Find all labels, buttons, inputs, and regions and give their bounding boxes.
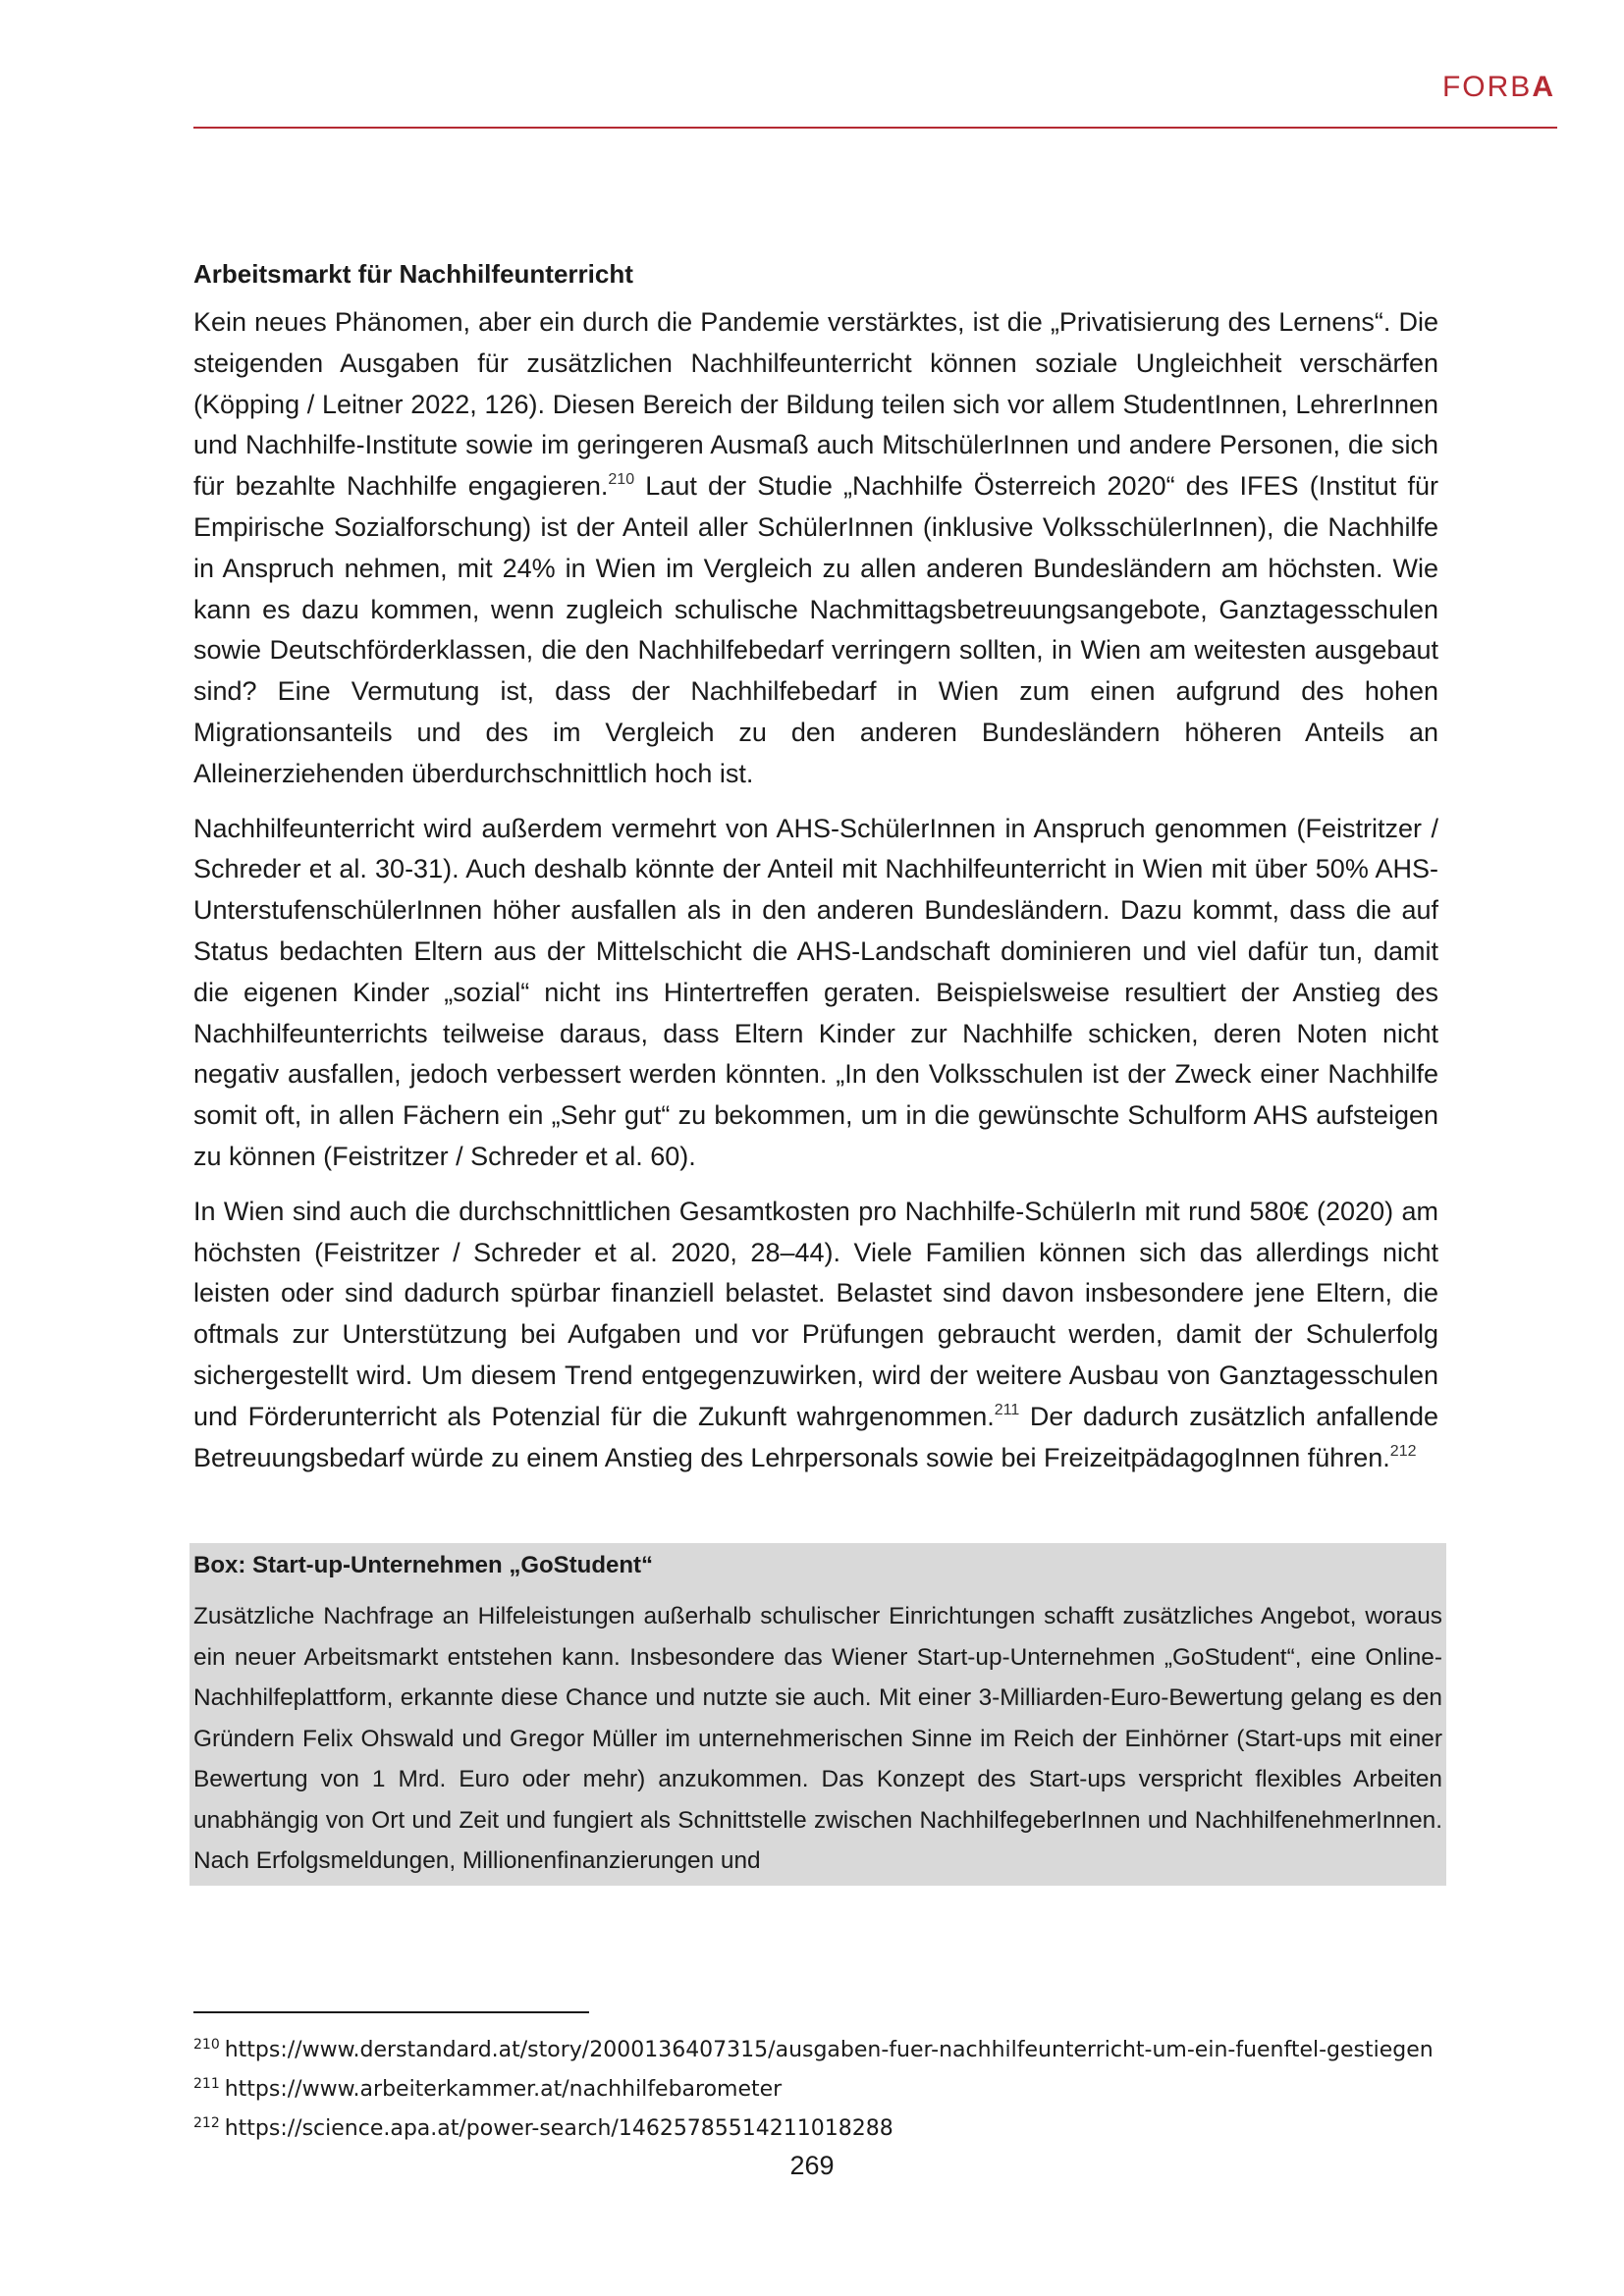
paragraph-3-part-2: Der dadurch zusätzlich anfallende Betreuungsbedarf würde zu einem Anstieg des Lehrpersonals sowie bei FreizeitpädagogInnen führen. [193,1401,1438,1472]
footnote-link[interactable]: https://www.derstandard.at/story/2000136407315/ausgaben-fuer-nachhilfeunterricht-um-ein-fuenftel-gestiegen [224,2038,1434,2062]
box-text: Zusätzliche Nachfrage an Hilfeleistungen außerhalb schulischer Einrichtungen schafft zusätzliches Angebot, woraus ein neuer Arbeitsmarkt entstehen kann. Insbesondere das Wiener Start-up-Unternehmen „GoStudent“, eine Online-Nachhilfeplattform, erkannte diese Chance und nutzte sie auch. Mit einer 3-Milliarden-Euro-Bewertung gelang es den Gründern Felix Ohswald und Gregor Müller im unternehmerischen Sinne im Reich der Einhörner (Start-ups mit einer Bewertung von 1 Mrd. Euro oder mehr) anzukommen. Das Konzept des Start-ups verspricht flexibles Arbeiten unabhängig von Ort und Zeit und fungiert als Schnittstelle zwischen NachhilfegeberInnen und NachhilfenehmerInnen. Nach Erfolgsmeldungen, Millionenfinanzierungen und [193,1603,1442,1875]
footnote-rule [193,2011,589,2013]
paragraph-3-part-1: In Wien sind auch die durchschnittlichen Gesamtkosten pro Nachhilfe-SchülerIn mit rund 580€ (2020) am höchsten (Feistritzer / Schreder et al. 2020, 28–44). Viele Familien können sich das allerdings nicht leisten oder sind dadurch spürbar finanziell belastet. Belastet sind davon insbesondere jene Eltern, die oftmals zur Unterstützung bei Aufgaben und vor Prüfungen gebraucht werden, damit der Schulerfolg sichergestellt wird. Um diesem Trend entgegenzuwirken, wird der weitere Ausbau von Ganztagesschulen und Förderunterricht als Potenzial für die Zukunft wahrgenommen. [193,1196,1438,1431]
footnote-link[interactable]: https://science.apa.at/power-search/14625785514211018288 [224,2116,893,2141]
paragraph-3 [193,1192,1438,1479]
footnote-211 [193,2067,1470,2107]
section-title: Arbeitsmarkt für Nachhilfeunterricht [193,259,633,289]
footnote-number: 212 [193,2115,220,2131]
logo-suffix: A [1532,71,1555,103]
footnote-ref-212[interactable]: 212 [1389,1442,1417,1460]
header-rule [193,127,1557,129]
paragraph-1 [193,302,1438,795]
paragraph-1-part-1: Kein neues Phänomen, aber ein durch die Pandemie verstärktes, ist die „Privatisierung des Lernens“. Die steigenden Ausgaben für zusätzlichen Nachhilfeunterricht können soziale Ungleichheit verschärfen (Köpping / Leitner 2022, 126). Diesen Bereich der Bildung teilen sich vor allem StudentInnen, LehrerInnen und Nachhilfe-Institute sowie im geringeren Ausmaß auch MitschülerInnen und andere Personen, die sich für bezahlte Nachhilfe engagieren. [193,307,1438,502]
main-content [193,257,1442,1886]
footnote-link[interactable]: https://www.arbeiterkammer.at/nachhilfebarometer [224,2077,783,2102]
footnote-number: 210 [193,2037,220,2053]
paragraph-1-part-2: Laut der Studie „Nachhilfe Österreich 2020“ des IFES (Institut für Empirische Sozialforschung) ist der Anteil aller SchülerInnen (inklusive VolksschülerInnen), die Nachhilfe in Anspruch nehmen, mit 24% in Wien im Vergleich zu allen anderen Bundesländern am höchsten. Wie kann es dazu kommen, wenn zugleich schulische Nachmittagsbetreuungsangebote, Ganztagesschulen sowie Deutschförderklassen, die den Nachhilfebedarf verringern sollten, in Wien am weitesten ausgebaut sind? Eine Vermutung ist, dass der Nachhilfebedarf in Wien zum einen aufgrund des hohen Migrationsanteils und des im Vergleich zu den anderen Bundesländern höheren Anteils an Alleinerziehenden überdurchschnittlich hoch ist. [193,471,1438,788]
logo-prefix: FORB [1441,71,1533,103]
forba-logo [1442,71,1555,104]
footnote-210 [193,2028,1470,2067]
footnotes [193,2028,1470,2146]
footnote-ref-211[interactable]: 211 [994,1401,1020,1418]
gostudent-box [189,1543,1446,1886]
footnote-ref-210[interactable]: 210 [608,471,635,489]
page-number: 269 [789,2151,835,2180]
footnote-212 [193,2107,1470,2146]
paragraph-2: Nachhilfeunterricht wird außerdem vermehrt von AHS-SchülerInnen in Anspruch genommen (Feistritzer / Schreder et al. 30-31). Auch deshalb könnte der Anteil mit Nachhilfeunterricht in Wien mit über 50% AHS-UnterstufenschülerInnen höher ausfallen als in den anderen Bundesländern. Dazu kommt, dass die auf Status bedachten Eltern aus der Mittelschicht die AHS-Landschaft dominieren und viel dafür tun, damit die eigenen Kinder „sozial“ nicht ins Hintertreffen geraten. Beispielsweise resultiert der Anstieg des Nachhilfeunterrichts teilweise daraus, dass Eltern Kinder zur Nachhilfe schicken, deren Noten nicht negativ ausfallen, jedoch verbessert werden könnten. „In den Volksschulen ist der Zweck einer Nachhilfe somit oft, in allen Fächern ein „Sehr gut“ zu bekommen, um in die gewünschte Schulform AHS aufsteigen zu können (Feistritzer / Schreder et al. 60). [193,813,1438,1171]
box-title: Box: Start-up-Unternehmen „GoStudent“ [193,1552,653,1579]
footnote-number: 211 [193,2076,220,2092]
